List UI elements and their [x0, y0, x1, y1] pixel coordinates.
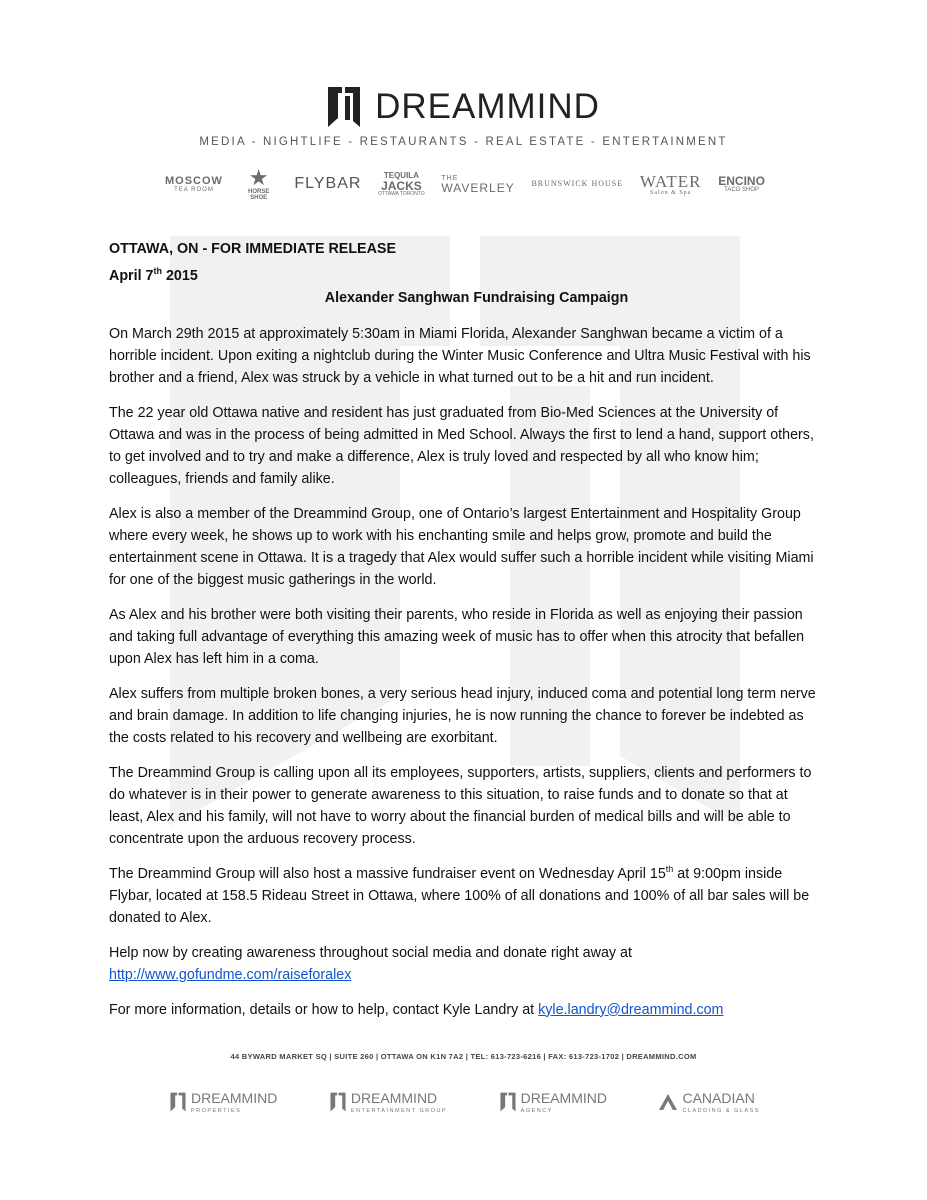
- paragraph-8: Help now by creating awareness throughout social media and donate right away at http://www.gofundme.com/raiseforalex: [109, 944, 632, 983]
- star-icon: ★: [248, 165, 269, 190]
- paragraph-6: The Dreammind Group is calling upon all its employees, supporters, artists, suppliers, clients and performers to do whatever is in their power to generate awareness to this situation, to raise funds and to donate so that at least, Alex and his family, will not have to worry about the financial burden of medical bills and will be able to concentrate upon the arduous recovery process.: [109, 764, 812, 847]
- dreammind-logo-icon: [327, 86, 361, 128]
- footer-address: 44 BYWARD MARKET SQ | SUITE 260 | OTTAWA ON K1N 7A2 | TEL: 613-723-6216 | FAX: 613-723-1702 | DREAMMIND.COM: [230, 1052, 697, 1061]
- release-date: April 7th 2015: [109, 266, 198, 284]
- flybar-logo: FLYBAR: [294, 175, 362, 192]
- paragraph-3: Alex is also a member of the Dreammind Group, one of Ontario’s largest Entertainment and Hospitality Group where every week, he shows up to work with his enchanting smile and helps grow, promote and build the entertainment scene in Ottawa. It is a tragedy that Alex would suffer such a horrible incident while visiting Miami for one of the biggest music gatherings in the world.: [109, 505, 814, 588]
- dreammind-mark-icon: [170, 1092, 186, 1112]
- paragraph-7: The Dreammind Group will also host a massive fundraiser event on Wednesday April 15th at 9:00pm inside Flybar, located at 158.5 Rideau Street in Ottawa, where 100% of all donations and 100% of all bar sales will be donated to Alex.: [109, 864, 810, 926]
- paragraph-1: On March 29th 2015 at approximately 5:30am in Miami Florida, Alexander Sanghwan became a victim of a horrible incident. Upon exiting a nightclub during the Winter Music Conference and Ultra Music Festival with his brother and a friend, Alex was struck by a vehicle in what turned out to be a hit and run incident.: [109, 325, 811, 386]
- dreammind-mark-icon: [330, 1092, 346, 1112]
- paragraph-4: As Alex and his brother were both visiting their parents, who reside in Florida as well as enjoying their passion and taking full advantage of everything this amazing week of music has to offer when this atrocity that befallen upon Alex has left him in a coma.: [109, 606, 805, 667]
- tagline: MEDIA - NIGHTLIFE - RESTAURANTS - REAL ESTATE - ENTERTAINMENT: [199, 136, 728, 148]
- horse-shoe-logo: ★ HORSE SHOE: [240, 167, 278, 201]
- header-logo: [0, 86, 927, 128]
- paragraph-9: For more information, details or how to help, contact Kyle Landry at kyle.landry@dreammind.com: [109, 1001, 724, 1018]
- dreammind-agency-logo: DREAMMIND AGENCY: [500, 1090, 607, 1114]
- release-location: OTTAWA, ON - FOR IMMEDIATE RELEASE: [109, 241, 396, 257]
- waverley-logo: THE WAVERLEY: [441, 174, 515, 195]
- logo-wordmark: DREAMMIND: [375, 87, 600, 126]
- release-title: Alexander Sanghwan Fundraising Campaign: [324, 289, 629, 306]
- dreammind-mark-icon: [500, 1092, 516, 1112]
- encino-logo: ENCINO TACO SHOP: [718, 174, 765, 193]
- moscow-logo: MOSCOW TEA ROOM: [165, 174, 223, 193]
- press-release-body: [109, 238, 824, 1034]
- paragraph-2: The 22 year old Ottawa native and resident has just graduated from Bio-Med Sciences at the University of Ottawa and was in the process of being admitted in Med School. Always the first to lend a hand, support others, to get involved and to try and make a difference, Alex is truly loved and respected by all who know him; colleagues, friends and family alike.: [109, 404, 814, 487]
- brunswick-house-logo: BRUNSWICK HOUSE: [531, 179, 624, 188]
- cladding-mark-icon: [659, 1094, 677, 1110]
- water-salon-logo: WATER Salon & Spa: [639, 171, 702, 196]
- footer-logos: [170, 1082, 760, 1122]
- canadian-cladding-logo: CANADIAN CLADDING & GLASS: [659, 1090, 760, 1114]
- brand-logos: [165, 160, 765, 208]
- contact-email-link[interactable]: kyle.landry@dreammind.com: [538, 1001, 724, 1018]
- paragraph-5: Alex suffers from multiple broken bones, a very serious head injury, induced coma and potential long term nerve and brain damage. In addition to life changing injuries, he is now running the chance to forever be indebted as the costs related to his recovery and wellbeing are exorbitant.: [109, 685, 816, 746]
- dreammind-entertainment-logo: DREAMMIND ENTERTAINMENT GROUP: [330, 1090, 447, 1114]
- tequila-jacks-logo: TEQUILA JACKS OTTAWA TORONTO: [378, 170, 425, 197]
- gofundme-link[interactable]: http://www.gofundme.com/raiseforalex: [109, 966, 352, 983]
- dreammind-properties-logo: DREAMMIND PROPERTIES: [170, 1090, 277, 1114]
